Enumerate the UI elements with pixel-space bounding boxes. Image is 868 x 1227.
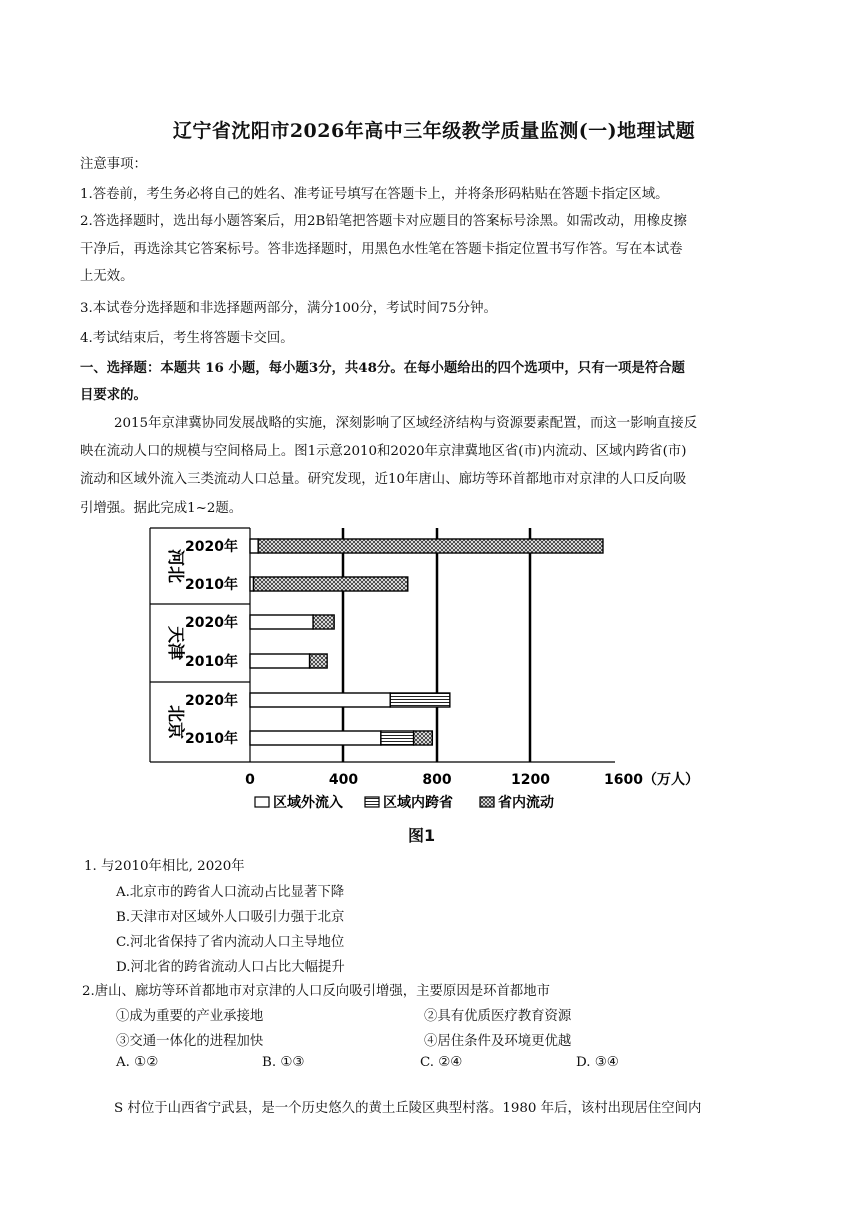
- bar-segment: [258, 539, 603, 553]
- group-label: 天津: [165, 626, 185, 660]
- legend-label: 区域外流入: [273, 795, 343, 811]
- question-2-option-a: A. ①②: [116, 1055, 159, 1070]
- row-label: 2010年: [185, 731, 238, 747]
- legend-swatch: [255, 797, 269, 807]
- question-2-item-1: ①成为重要的产业承接地: [116, 1009, 264, 1024]
- row-label: 2020年: [185, 693, 238, 709]
- question-2-item-2: ②具有优质医疗教育资源: [424, 1009, 572, 1024]
- legend-label: 区域内跨省: [383, 795, 453, 811]
- legend-swatch: [480, 797, 494, 807]
- bar-segment: [250, 654, 310, 668]
- row-label: 2010年: [185, 577, 238, 593]
- question-2-option-c: C. ②④: [420, 1055, 463, 1070]
- bar-segment: [414, 731, 433, 745]
- bar-segment: [381, 731, 414, 745]
- question-1-option-b: B.天津市对区域外人口吸引力强于北京: [116, 910, 345, 925]
- row-label: 2010年: [185, 654, 238, 670]
- x-tick-label: 1200: [511, 772, 550, 788]
- row-label: 2020年: [185, 615, 238, 631]
- intro-line: 映在流动人口的规模与空间格局上。图1示意2010和2020年京津冀地区省(市)内流动、区域内跨省(市): [80, 444, 687, 459]
- bar-segment: [390, 693, 450, 707]
- bar-segment: [250, 615, 313, 629]
- figure-1-chart: [130, 518, 730, 848]
- x-tick-label: 400: [328, 772, 359, 788]
- question-2-stem: 2.唐山、廊坊等环首都地市对京津的人口反向吸引增强，主要原因是环首都地市: [82, 984, 551, 999]
- notice-line: 1.答卷前，考生务必将自己的姓名、准考证号填写在答题卡上，并将条形码粘贴在答题卡指定区域。: [80, 187, 669, 202]
- bar-segment: [313, 615, 334, 629]
- section-heading-cont: 目要求的。: [80, 387, 147, 403]
- intro-line: 引增强。据此完成1~2题。: [80, 501, 243, 516]
- legend-label: 省内流动: [498, 795, 554, 811]
- bar-segment: [254, 577, 408, 591]
- bar-segment: [310, 654, 328, 668]
- x-tick-label: 800: [422, 772, 452, 788]
- notice-line: 上无效。: [80, 269, 134, 284]
- x-tick-label: 0: [245, 772, 255, 788]
- question-2-item-4: ④居住条件及环境更优越: [424, 1034, 572, 1049]
- bar-segment: [250, 731, 381, 745]
- legend-swatch: [365, 797, 379, 807]
- bar-segment: [250, 539, 258, 553]
- page-title: 辽宁省沈阳市2026年高中三年级教学质量监测(一)地理试题: [172, 120, 696, 142]
- figure-caption: 图1: [408, 826, 436, 845]
- notice-line: 3.本试卷分选择题和非选择题两部分，满分100分，考试时间75分钟。: [80, 301, 497, 316]
- question-1-option-a: A.北京市的跨省人口流动占比显著下降: [116, 885, 345, 900]
- group-label: 河北: [165, 549, 185, 583]
- notice-line: 2.答选择题时，选出每小题答案后，用2B铅笔把答题卡对应题目的答案标号涂黑。如需改动，用橡皮擦: [80, 214, 687, 229]
- question-1-option-c: C.河北省保持了省内流动人口主导地位: [116, 935, 345, 950]
- notice-line: 4.考试结束后，考生将答题卡交回。: [80, 331, 294, 346]
- x-tick-label: 1600（万人）: [604, 772, 699, 788]
- intro-line: 流动和区域外流入三类流动人口总量。研究发现，近10年唐山、廊坊等环首都地市对京津的人口反向吸: [80, 472, 687, 487]
- notice-heading: 注意事项：: [80, 157, 147, 172]
- notice-line: 干净后，再选涂其它答案标号。答非选择题时，用黑色水性笔在答题卡指定位置书写作答。写在本试卷: [80, 242, 683, 257]
- row-label: 2020年: [185, 539, 238, 555]
- section-heading: 一、选择题：本题共 16 小题，每小题3分，共48分。在每小题给出的四个选项中，只有一项是符合题: [80, 360, 685, 376]
- next-paragraph: S 村位于山西省宁武县，是一个历史悠久的黄土丘陵区典型村落。1980 年后，该村出现居住空间内: [114, 1101, 702, 1116]
- group-label: 北京: [165, 705, 185, 739]
- question-1-option-d: D.河北省的跨省流动人口占比大幅提升: [116, 960, 345, 975]
- bar-segment: [250, 693, 390, 707]
- question-2-option-b: B. ①③: [262, 1055, 305, 1070]
- intro-line: 2015年京津冀协同发展战略的实施，深刻影响了区域经济结构与资源要素配置，而这一影响直接反: [114, 416, 698, 431]
- question-2-option-d: D. ③④: [576, 1055, 619, 1070]
- question-2-item-3: ③交通一体化的进程加快: [116, 1034, 264, 1049]
- question-1-stem: 1. 与2010年相比, 2020年: [84, 859, 245, 874]
